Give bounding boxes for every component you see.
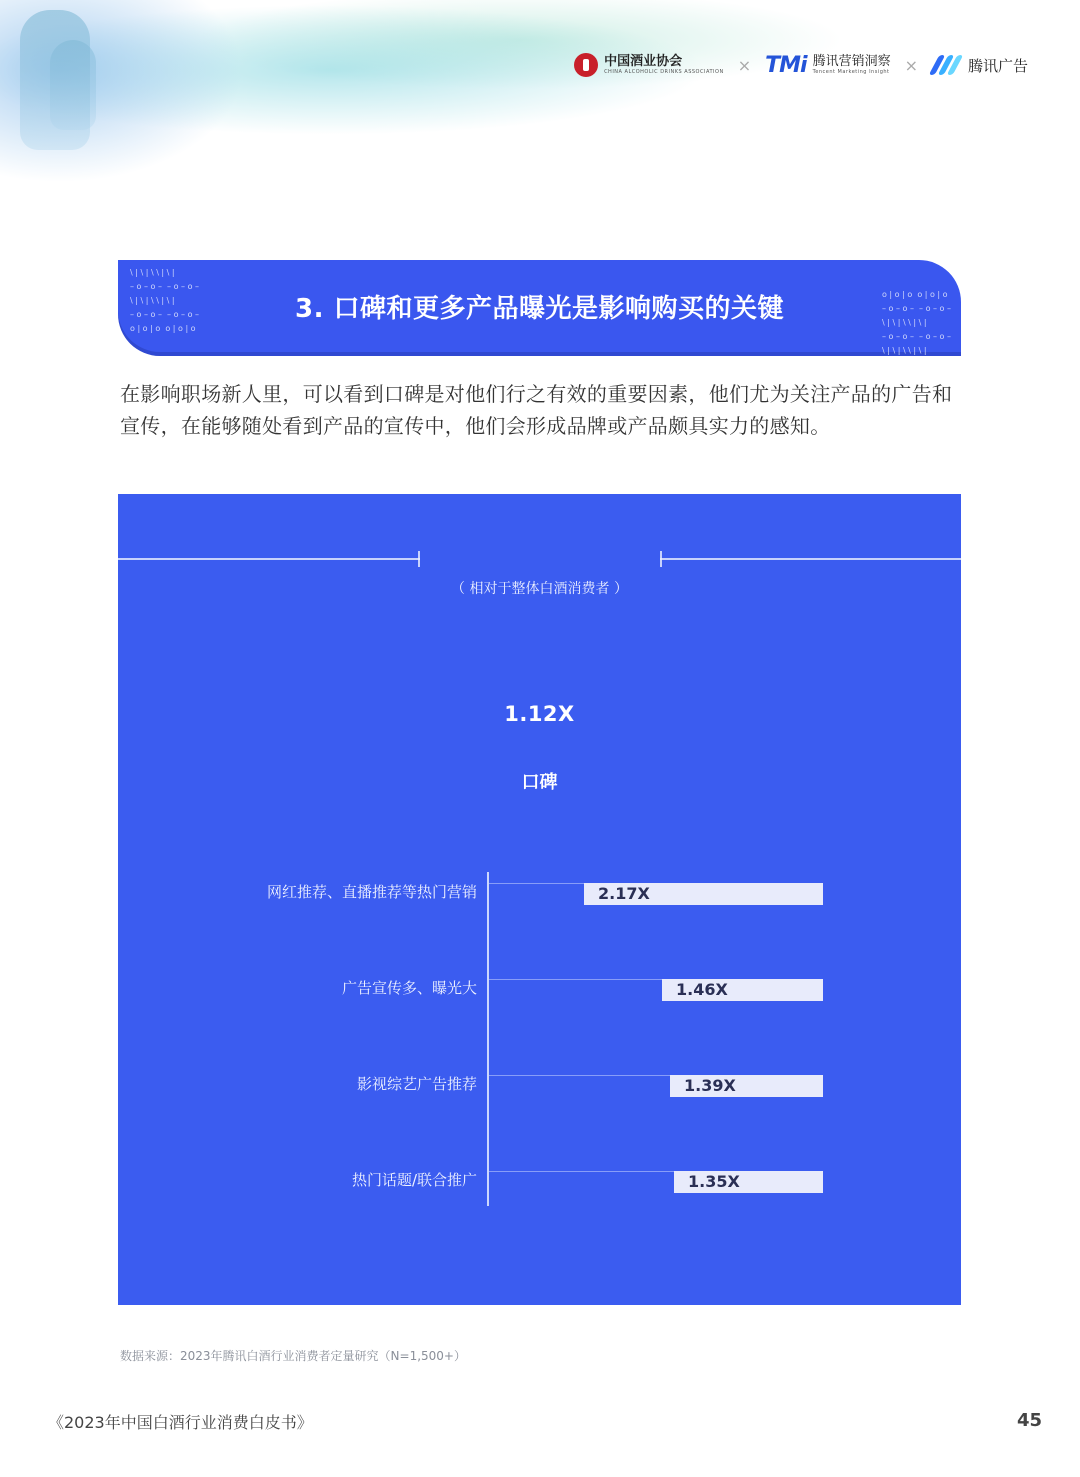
chart-value-label: 1.46X <box>676 980 728 999</box>
logo-separator-1: × <box>737 55 752 75</box>
body-paragraph: 在影响职场新人里，可以看到口碑是对他们行之有效的重要因素，他们尤为关注产品的广告和宣传，在能够随处看到产品的宣传中，他们会形成品牌或产品颇具实力的感知。 <box>120 382 953 438</box>
highlight-label: 口碑 <box>521 772 558 793</box>
page-number: 45 <box>1016 1410 1042 1431</box>
divider-right-cap <box>660 551 662 567</box>
dot-pattern-icon: o | o | o o | o | o – o – o – – o – o – \ | \ | \ \ | \ | – o – o – – o – o – \ | \ | \ \ | \ | <box>881 290 951 355</box>
bottle-illustration-small <box>50 40 96 130</box>
chart-axis <box>487 872 489 1206</box>
chart-subtitle: （ 相对于整体白酒消费者 ） <box>451 581 628 597</box>
logo3-name: 腾讯广告 <box>967 56 1028 75</box>
logo2-sub: Tencent Marketing Insight <box>812 68 890 75</box>
association-emblem-icon <box>574 53 598 77</box>
logo1-sub: CHINA ALCOHOLIC DRINKS ASSOCIATION <box>604 68 724 75</box>
partner-logos <box>574 50 1028 80</box>
highlight-value: 1.12X <box>504 702 575 726</box>
divider-left <box>118 558 420 560</box>
logo-china-alcoholic-drinks <box>574 53 724 77</box>
logo-tencent-ads <box>932 55 1028 76</box>
logo-separator-2: × <box>904 55 918 75</box>
divider-left-cap <box>418 551 420 567</box>
chart-panel <box>118 494 961 1305</box>
chart-value-label: 1.39X <box>684 1076 736 1095</box>
dot-pattern-icon: \ | \ | \ \ | \ | – o – o – – o – o – \ | \ | \ \ | \ | – o – o – – o – o – o | o | o o | o | o <box>130 268 200 333</box>
chart-category-label: 网红推荐、直播推荐等热门营销 <box>266 883 477 901</box>
logo2-name: 腾讯营销洞察 <box>812 54 891 70</box>
tencent-ads-icon <box>932 55 962 75</box>
chart-category-label: 广告宣传多、曝光大 <box>341 979 477 997</box>
chart-category-label: 影视综艺广告推荐 <box>356 1075 477 1093</box>
chart-value-label: 2.17X <box>598 884 650 903</box>
logo1-name: 中国酒业协会 <box>604 54 683 70</box>
header-decoration <box>0 0 1080 190</box>
tmi-mark: TMi <box>765 52 807 78</box>
data-source: 数据来源：2023年腾讯白酒行业消费者定量研究（N=1,500+） <box>120 1349 466 1363</box>
logo-tencent-marketing-insight <box>765 53 890 78</box>
chart-category-label: 热门话题/联合推广 <box>351 1171 477 1189</box>
chart-value-label: 1.35X <box>688 1172 740 1191</box>
divider-right <box>660 558 961 560</box>
footer-book-title: 《2023年中国白酒行业消费白皮书》 <box>48 1413 313 1432</box>
section-title: 3. 口碑和更多产品曝光是影响购买的关键 <box>294 294 785 324</box>
section-banner <box>118 260 961 356</box>
